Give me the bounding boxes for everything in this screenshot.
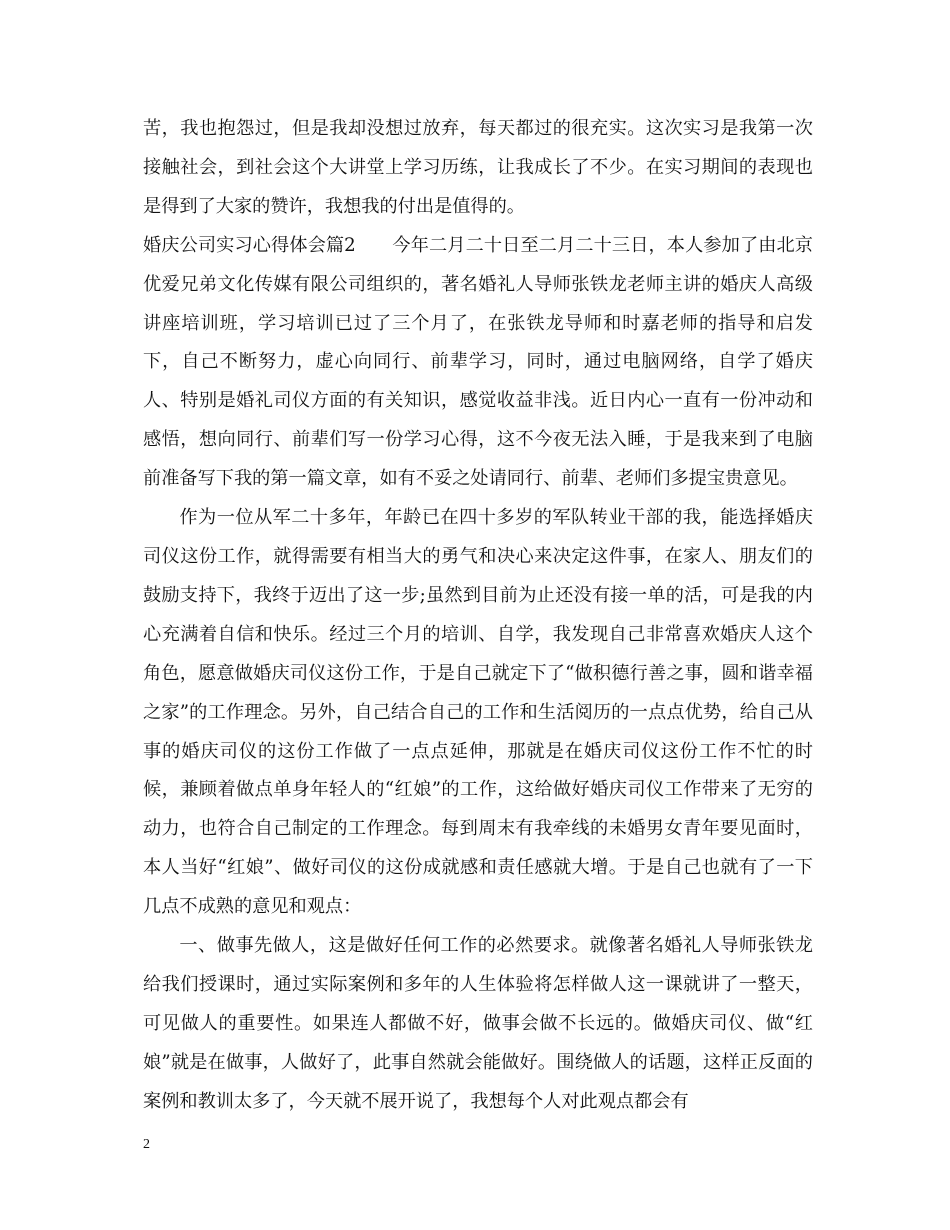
document-body	[143, 110, 813, 1122]
paragraph-4: 一、做事先做人，这是做好任何工作的必然要求。就像著名婚礼人导师张铁龙给我们授课时，通过实际案例和多年的人生体验将怎样做人这一课就讲了一整天，可见做人的重要性。如果连人都做不好，做事会做不长远的。做婚庆司仪、做“红娘”就是在做事，人做好了，此事自然就会能做好。围绕做人的话题，这样正反面的案例和教训太多了，今天就不展开说了，我想每个人对此观点都会有	[143, 935, 813, 1112]
page-number: 2	[143, 1137, 150, 1152]
paragraph-2: 婚庆公司实习心得体会篇2 今年二月二十日至二月二十三日，本人参加了由北京优爱兄弟文化传媒有限公司组织的，著名婚礼人导师张铁龙老师主讲的婚庆人高级讲座培训班，学习培训已过了三个月了，在张铁龙导师和时嘉老师的指导和启发下，自己不断努力，虚心向同行、前辈学习，同时，通过电脑网络，自学了婚庆人、特别是婚礼司仪方面的有关知识，感觉收益非浅。近日内心一直有一份冲动和感悟，想向同行、前辈们写一份学习心得，这不今夜无法入睡，于是我来到了电脑前准备写下我的第一篇文章，如有不妥之处请同行、前辈、老师们多提宝贵意见。	[143, 234, 813, 490]
paragraph-1: 苦，我也抱怨过，但是我却没想过放弃，每天都过的很充实。这次实习是我第一次接触社会，到社会这个大讲堂上学习历练，让我成长了不少。在实习期间的表现也是得到了大家的赞许，我想我的付出是值得的。	[143, 118, 813, 217]
paragraph-3: 作为一位从军二十多年，年龄已在四十多岁的军队转业干部的我，能选择婚庆司仪这份工作，就得需要有相当大的勇气和决心来决定这件事，在家人、朋友们的鼓励支持下，我终于迈出了这一步;虽然到目前为止还没有接一单的活，可是我的内心充满着自信和快乐。经过三个月的培训、自学，我发现自己非常喜欢婚庆人这个角色，愿意做婚庆司仪这份工作，于是自己就定下了“做积德行善之事，圆和谐幸福之家”的工作理念。另外，自己结合自己的工作和生活阅历的一点点优势，给自己从事的婚庆司仪的这份工作做了一点点延伸，那就是在婚庆司仪这份工作不忙的时候，兼顾着做点单身年轻人的“红娘”的工作，这给做好婚庆司仪工作带来了无穷的动力，也符合自己制定的工作理念。每到周末有我牵线的未婚男女青年要见面时，本人当好“红娘”、做好司仪的这份成就感和责任感就大增。于是自己也就有了一下几点不成熟的意见和观点：	[143, 507, 813, 918]
